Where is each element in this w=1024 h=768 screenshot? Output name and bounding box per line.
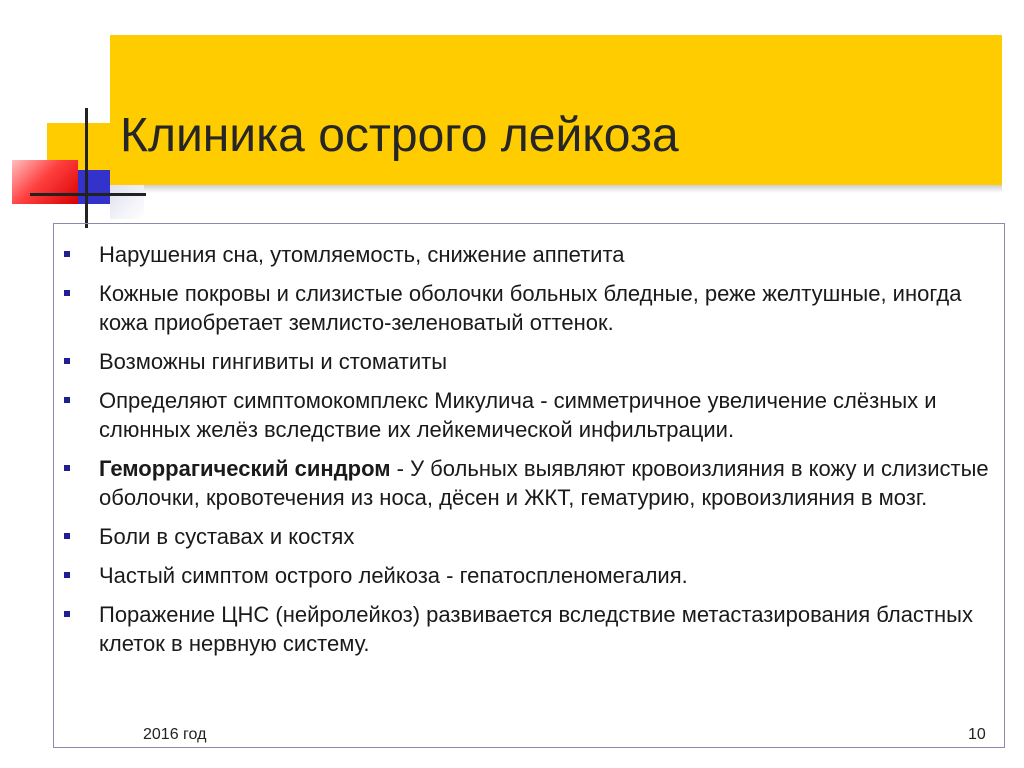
bullet-square-icon (64, 533, 70, 539)
bullet-item (62, 240, 997, 269)
decor-blue-square (78, 170, 110, 204)
page-number: 10 (968, 726, 986, 743)
bullet-item (62, 522, 997, 551)
title-band-shadow (110, 185, 1002, 193)
bullet-item (62, 561, 997, 590)
bullet-square-icon (64, 358, 70, 364)
bullet-square-icon (64, 251, 70, 257)
bullet-bold-term: Геморрагический синдром (99, 456, 391, 481)
bullet-item (62, 279, 997, 337)
bullet-item (62, 600, 997, 658)
bullet-text: Поражение ЦНС (нейролейкоз) развивается вследствие метастазирования бластных клеток в нервную систему. (99, 602, 973, 656)
bullet-item (62, 454, 997, 512)
decor-gradient-square (110, 185, 144, 219)
footer-year: 2016 год (143, 726, 207, 743)
bullet-item (62, 347, 997, 376)
bullet-square-icon (64, 290, 70, 296)
bullet-text: Боли в суставах и костях (99, 524, 355, 549)
bullet-square-icon (64, 397, 70, 403)
bullet-text: Частый симптом острого лейкоза - гепатоспленомегалия. (99, 563, 688, 588)
decor-vertical-line (85, 108, 88, 228)
decor-red-square (12, 160, 78, 204)
decor-horizontal-line (30, 193, 146, 196)
bullet-square-icon (64, 572, 70, 578)
bullet-text: Нарушения сна, утомляемость, снижение аппетита (99, 242, 625, 267)
bullet-text: Определяют симптомокомплекс Микулича - симметричное увеличение слёзных и слюнных желёз вследствие их лейкемической инфильтрации. (99, 388, 937, 442)
bullet-text: Возможны гингивиты и стоматиты (99, 349, 448, 374)
bullet-item (62, 386, 997, 444)
bullet-square-icon (64, 611, 70, 617)
slide-title: Клиника острого лейкоза (120, 109, 679, 162)
bullet-square-icon (64, 465, 70, 471)
bullet-text: Кожные покровы и слизистые оболочки больных бледные, реже желтушные, иногда кожа приобретает землисто-зеленоватый оттенок. (99, 281, 962, 335)
bullet-list (62, 240, 997, 668)
bullet-text: - У больных выявляют кровоизлияния в кожу и слизистые оболочки, кровотечения из носа, дёсен и ЖКТ, гематурию, кровоизлияния в мозг. (99, 456, 989, 510)
